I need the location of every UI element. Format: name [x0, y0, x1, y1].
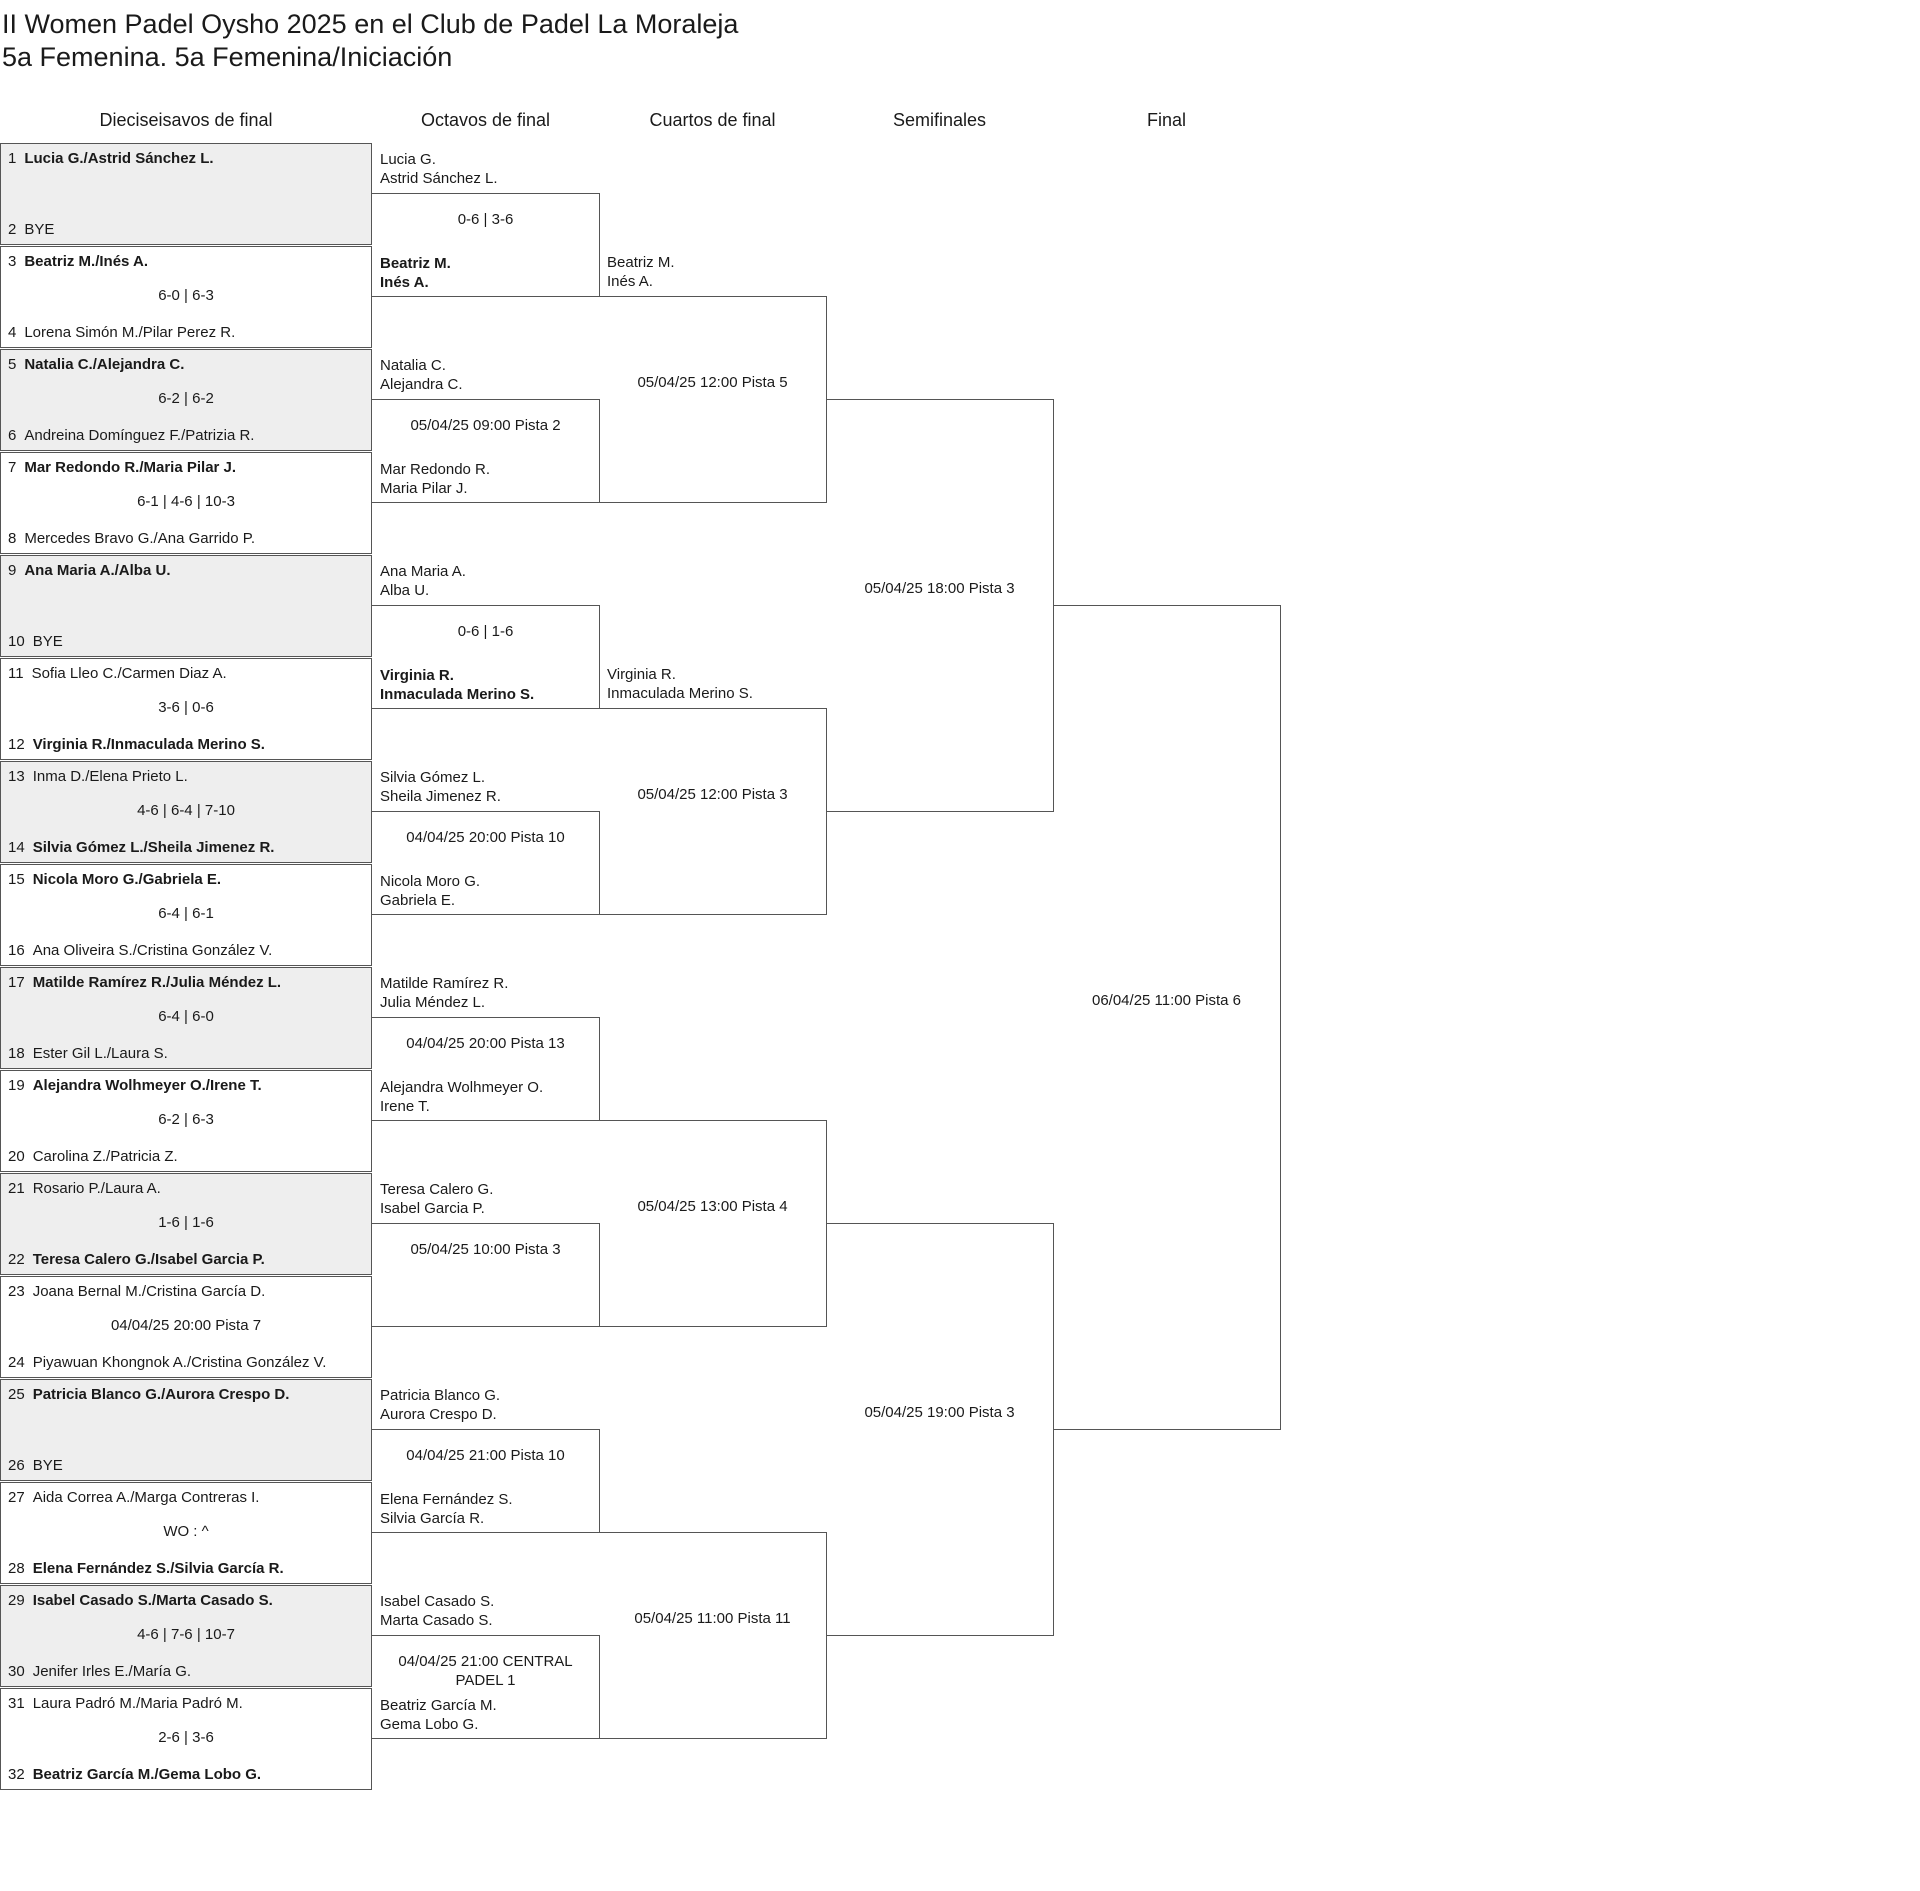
team-entry[interactable]: [8, 221, 367, 238]
team-entry[interactable]: [380, 1592, 494, 1630]
team-entry[interactable]: [8, 1695, 367, 1712]
team-entry[interactable]: [380, 356, 463, 394]
match-info: 05/04/25 19:00 Pista 3: [864, 1404, 1015, 1421]
player-name: Silvia García R.: [380, 1510, 485, 1527]
match-info: 0-6 | 1-6: [457, 623, 514, 640]
player-name: Maria Pilar J.: [380, 480, 468, 497]
player-name: Virginia R.: [607, 666, 676, 683]
round4-connector: [826, 1223, 1054, 1636]
seed-number: 13: [8, 768, 25, 785]
team-name: Sofia Lleo C./Carmen Diaz A.: [31, 665, 227, 682]
player-name: Isabel Casado S.: [380, 1593, 495, 1610]
seed-number: 22: [8, 1251, 25, 1268]
seed-number: 27: [8, 1489, 25, 1506]
player-name: Isabel Garcia P.: [380, 1200, 485, 1217]
seed-number: 31: [8, 1695, 25, 1712]
team-entry[interactable]: [8, 1489, 367, 1506]
match-result: 6-2 | 6-3: [158, 1111, 214, 1128]
team-entry[interactable]: [8, 562, 367, 579]
team-entry[interactable]: [380, 1180, 493, 1218]
team-name: Matilde Ramírez R./Julia Méndez L.: [32, 974, 282, 991]
round3-connector: [599, 708, 827, 915]
round-header-semis: Semifinales: [892, 110, 987, 130]
seed-number: 12: [8, 736, 25, 753]
team-name: BYE: [24, 221, 55, 238]
match-info: 0-6 | 3-6: [457, 211, 514, 228]
player-name: Lucia G.: [380, 151, 436, 168]
seed-number: 4: [8, 324, 17, 341]
player-name: Elena Fernández S.: [380, 1491, 513, 1508]
category-subtitle: 5a Femenina. 5a Femenina/Iniciación: [2, 42, 453, 72]
round3-connector: [599, 1120, 827, 1327]
team-name: Andreina Domínguez F./Patrizia R.: [24, 427, 255, 444]
team-entry[interactable]: [380, 872, 480, 910]
team-entry[interactable]: [8, 1663, 367, 1680]
player-name: Inés A.: [380, 274, 429, 291]
team-entry[interactable]: [8, 633, 367, 650]
seed-number: 11: [8, 665, 24, 682]
seed-number: 20: [8, 1148, 25, 1165]
team-entry[interactable]: [8, 150, 367, 167]
match-result: 3-6 | 0-6: [158, 699, 214, 716]
team-name: Jenifer Irles E./María G.: [32, 1663, 192, 1680]
team-entry[interactable]: [8, 356, 367, 373]
player-name: Beatriz M.: [607, 254, 675, 271]
team-entry[interactable]: [8, 1766, 367, 1783]
player-name: Ana Maria A.: [380, 563, 466, 580]
team-entry[interactable]: [380, 254, 451, 292]
round4-connector: [826, 399, 1054, 812]
player-name: Natalia C.: [380, 357, 446, 374]
team-name: Ana Oliveira S./Cristina González V.: [32, 942, 273, 959]
team-entry[interactable]: [8, 1251, 367, 1268]
team-name: Alejandra Wolhmeyer O./Irene T.: [32, 1077, 262, 1094]
team-name: Aida Correa A./Marga Contreras I.: [32, 1489, 260, 1506]
match-info: 04/04/25 20:00 Pista 10: [406, 829, 565, 846]
team-name: Patricia Blanco G./Aurora Crespo D.: [32, 1386, 290, 1403]
match-info: 04/04/25 20:00 Pista 13: [406, 1035, 565, 1052]
player-name: Marta Casado S.: [380, 1612, 493, 1629]
team-name: Ester Gil L./Laura S.: [32, 1045, 168, 1062]
seed-number: 19: [8, 1077, 25, 1094]
team-entry[interactable]: [8, 1386, 367, 1403]
team-name: Isabel Casado S./Marta Casado S.: [32, 1592, 273, 1609]
team-entry[interactable]: [380, 1386, 500, 1424]
match-result: 6-1 | 4-6 | 10-3: [137, 493, 235, 510]
team-name: Joana Bernal M./Cristina García D.: [32, 1283, 266, 1300]
player-name: Sheila Jimenez R.: [380, 788, 501, 805]
match-result: WO : ^: [163, 1523, 209, 1540]
player-name: Astrid Sánchez L.: [380, 170, 498, 187]
player-name: Beatriz García M.: [380, 1697, 497, 1714]
team-name: Nicola Moro G./Gabriela E.: [32, 871, 222, 888]
team-name: Rosario P./Laura A.: [32, 1180, 161, 1197]
seed-number: 18: [8, 1045, 25, 1062]
r16-match[interactable]: [0, 1173, 372, 1275]
team-entry[interactable]: [607, 665, 753, 703]
player-name: Mar Redondo R.: [380, 461, 491, 478]
seed-number: 16: [8, 942, 25, 959]
team-name: Mar Redondo R./Maria Pilar J.: [24, 459, 237, 476]
team-name: Elena Fernández S./Silvia García R.: [32, 1560, 284, 1577]
match-info: 05/04/25 11:00 Pista 11: [634, 1610, 791, 1627]
r16-match[interactable]: [0, 1585, 372, 1687]
team-entry[interactable]: [8, 942, 367, 959]
r16-match[interactable]: [0, 555, 372, 657]
seed-number: 21: [8, 1180, 25, 1197]
team-entry[interactable]: [8, 974, 367, 991]
seed-number: 7: [8, 459, 17, 476]
round5-connector: [1053, 605, 1281, 1430]
r16-match[interactable]: [0, 1379, 372, 1481]
round3-connector: [599, 1532, 827, 1739]
round-header-final: Final: [1146, 110, 1186, 130]
player-name: Nicola Moro G.: [380, 873, 481, 890]
team-name: Ana Maria A./Alba U.: [24, 562, 171, 579]
team-entry[interactable]: [8, 1283, 367, 1300]
tournament-title: II Women Padel Oysho 2025 en el Club de Padel La Moraleja: [2, 9, 739, 39]
team-name: Virginia R./Inmaculada Merino S.: [32, 736, 265, 753]
seed-number: 26: [8, 1457, 25, 1474]
team-name: Beatriz M./Inés A.: [24, 253, 148, 270]
player-name: Patricia Blanco G.: [380, 1387, 501, 1404]
player-name: Teresa Calero G.: [380, 1181, 494, 1198]
match-result: 4-6 | 6-4 | 7-10: [137, 802, 235, 819]
r16-match[interactable]: [0, 246, 372, 348]
team-entry[interactable]: [8, 1354, 367, 1371]
team-name: Silvia Gómez L./Sheila Jimenez R.: [32, 839, 275, 856]
seed-number: 8: [8, 530, 17, 547]
team-name: Teresa Calero G./Isabel Garcia P.: [32, 1251, 265, 1268]
player-name: Alba U.: [380, 582, 430, 599]
team-entry[interactable]: [8, 665, 367, 682]
team-entry[interactable]: [380, 1078, 543, 1116]
match-info: 05/04/25 13:00 Pista 4: [637, 1198, 788, 1215]
match-info: 04/04/25 21:00 CENTRAL PADEL 1: [398, 1653, 573, 1689]
team-entry[interactable]: [8, 1592, 367, 1609]
team-entry[interactable]: [8, 530, 367, 547]
team-entry[interactable]: [380, 768, 501, 806]
team-entry[interactable]: [607, 253, 675, 291]
team-entry[interactable]: [380, 974, 508, 1012]
r16-match[interactable]: [0, 1688, 372, 1790]
team-name: Piyawuan Khongnok A./Cristina González V.: [32, 1354, 327, 1371]
team-entry[interactable]: [8, 1148, 367, 1165]
team-entry[interactable]: [8, 768, 367, 785]
match-info: 05/04/25 09:00 Pista 2: [410, 417, 561, 434]
r16-match[interactable]: [0, 761, 372, 863]
team-entry[interactable]: [8, 427, 367, 444]
seed-number: 15: [8, 871, 25, 888]
team-entry[interactable]: [380, 666, 534, 704]
player-name: Gema Lobo G.: [380, 1716, 479, 1733]
r16-match[interactable]: [0, 1276, 372, 1378]
round-header-octavos: Octavos de final: [420, 110, 551, 130]
r16-match[interactable]: [0, 967, 372, 1069]
team-entry[interactable]: [380, 460, 490, 498]
team-entry[interactable]: [380, 150, 498, 188]
r16-match[interactable]: [0, 1482, 372, 1584]
team-entry[interactable]: [380, 1696, 497, 1734]
match-result: 6-4 | 6-0: [158, 1008, 214, 1025]
match-result: 04/04/25 20:00 Pista 7: [110, 1317, 262, 1334]
player-name: Irene T.: [380, 1098, 430, 1115]
match-info: 05/04/25 10:00 Pista 3: [410, 1241, 561, 1258]
team-name: Natalia C./Alejandra C.: [24, 356, 185, 373]
team-entry[interactable]: [8, 1560, 367, 1577]
player-name: Inmaculada Merino S.: [380, 686, 535, 703]
team-name: Laura Padró M./Maria Padró M.: [32, 1695, 243, 1712]
match-info: 05/04/25 12:00 Pista 3: [637, 786, 788, 803]
team-entry[interactable]: [8, 839, 367, 856]
r16-match[interactable]: [0, 143, 372, 245]
team-entry[interactable]: [8, 253, 367, 270]
team-entry[interactable]: [8, 324, 367, 341]
player-name: Inés A.: [607, 273, 653, 290]
seed-number: 29: [8, 1592, 25, 1609]
seed-number: 3: [8, 253, 17, 270]
round-header-cuartos: Cuartos de final: [649, 110, 776, 130]
seed-number: 23: [8, 1283, 25, 1300]
seed-number: 24: [8, 1354, 25, 1371]
r16-match[interactable]: [0, 658, 372, 760]
player-name: Virginia R.: [380, 667, 454, 684]
team-entry[interactable]: [380, 562, 466, 600]
seed-number: 2: [8, 221, 17, 238]
team-entry[interactable]: [8, 459, 367, 476]
team-entry[interactable]: [8, 1180, 367, 1197]
seed-number: 9: [8, 562, 17, 579]
match-result: 2-6 | 3-6: [158, 1729, 214, 1746]
match-result: 6-4 | 6-1: [158, 905, 214, 922]
seed-number: 6: [8, 427, 17, 444]
team-name: Inma D./Elena Prieto L.: [32, 768, 188, 785]
seed-number: 5: [8, 356, 17, 373]
seed-number: 17: [8, 974, 25, 991]
team-name: Beatriz García M./Gema Lobo G.: [32, 1766, 262, 1783]
r16-match[interactable]: [0, 349, 372, 451]
team-name: Lucia G./Astrid Sánchez L.: [24, 150, 214, 167]
team-name: Mercedes Bravo G./Ana Garrido P.: [24, 530, 256, 547]
team-entry[interactable]: [8, 1045, 367, 1062]
player-name: Inmaculada Merino S.: [607, 685, 753, 702]
player-name: Beatriz M.: [380, 255, 451, 272]
match-info: 05/04/25 12:00 Pista 5: [637, 374, 788, 391]
match-info: 06/04/25 11:00 Pista 6: [1091, 992, 1241, 1009]
octavos-connector: [372, 1223, 600, 1327]
team-entry[interactable]: [380, 1490, 513, 1528]
seed-number: 1: [8, 150, 17, 167]
team-name: Carolina Z./Patricia Z.: [32, 1148, 178, 1165]
player-name: Alejandra C.: [380, 376, 463, 393]
player-name: Aurora Crespo D.: [380, 1406, 497, 1423]
player-name: Silvia Gómez L.: [380, 769, 486, 786]
match-info: 05/04/25 18:00 Pista 3: [864, 580, 1015, 597]
match-result: 4-6 | 7-6 | 10-7: [137, 1626, 235, 1643]
team-name: BYE: [32, 633, 63, 650]
seed-number: 14: [8, 839, 25, 856]
player-name: Gabriela E.: [380, 892, 456, 909]
team-entry[interactable]: [8, 1077, 367, 1094]
match-result: 6-2 | 6-2: [158, 390, 214, 407]
r16-match[interactable]: [0, 1070, 372, 1172]
match-result: 1-6 | 1-6: [158, 1214, 214, 1231]
player-name: Matilde Ramírez R.: [380, 975, 509, 992]
r16-match[interactable]: [0, 452, 372, 554]
r16-match[interactable]: [0, 864, 372, 966]
round3-connector: [599, 296, 827, 503]
seed-number: 10: [8, 633, 25, 650]
seed-number: 25: [8, 1386, 25, 1403]
team-entry[interactable]: [8, 1457, 367, 1474]
team-entry[interactable]: [8, 871, 367, 888]
team-name: Lorena Simón M./Pilar Perez R.: [24, 324, 236, 341]
seed-number: 32: [8, 1766, 25, 1783]
seed-number: 28: [8, 1560, 25, 1577]
team-entry[interactable]: [8, 736, 367, 753]
player-name: Alejandra Wolhmeyer O.: [380, 1079, 544, 1096]
match-info: 04/04/25 21:00 Pista 10: [406, 1447, 565, 1464]
match-result: 6-0 | 6-3: [158, 287, 214, 304]
team-name: BYE: [32, 1457, 63, 1474]
round-header-r16: Dieciseisavos de final: [99, 110, 273, 130]
seed-number: 30: [8, 1663, 25, 1680]
player-name: Julia Méndez L.: [380, 994, 486, 1011]
